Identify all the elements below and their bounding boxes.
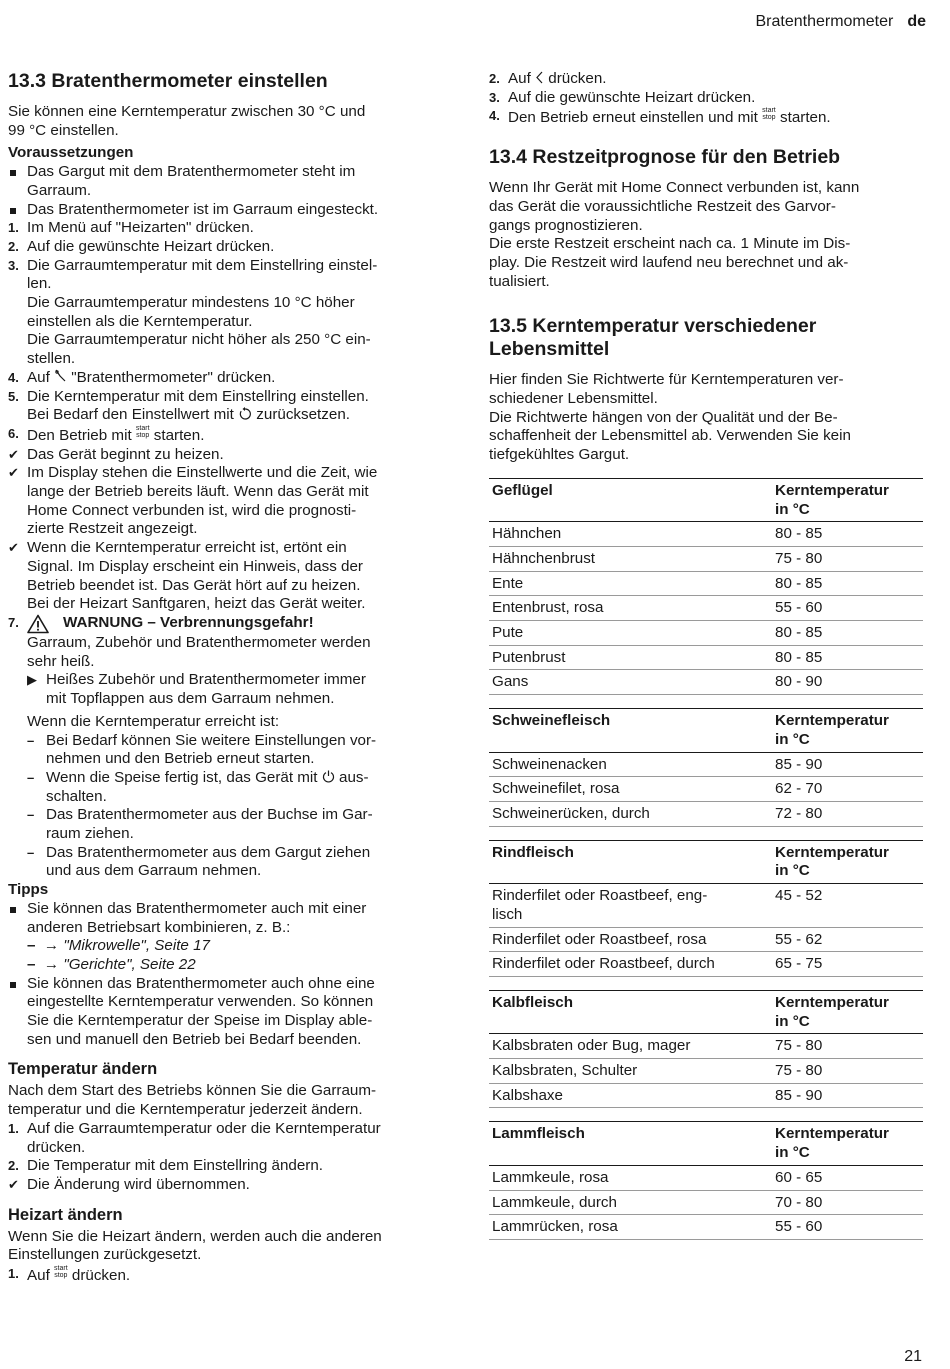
text-line: Bei der Heizart Sanftgaren, heizt das Gerät weiter. <box>27 595 366 613</box>
start-stop-icon <box>762 107 776 121</box>
reset-icon <box>238 407 252 421</box>
table-row <box>489 1165 923 1190</box>
header-section: Bratenthermometer <box>755 13 894 30</box>
text-line: Garraum. <box>27 181 92 199</box>
step-number: 1. <box>8 220 19 236</box>
result-item <box>8 446 446 465</box>
food-cell <box>489 1059 772 1084</box>
header-line: in °C <box>775 1012 810 1030</box>
start-stop-icon <box>54 1265 68 1279</box>
text-line: schiedener Lebensmittel. <box>489 390 658 408</box>
step-number: 2. <box>489 71 500 86</box>
text-line: Wenn Sie die Heizart ändern, werden auch die anderen <box>8 1227 382 1245</box>
table-header-temperature <box>772 1122 923 1165</box>
right-column <box>489 70 923 1240</box>
icon-text: start <box>54 1265 68 1273</box>
text-line: Heißes Zubehör und Bratenthermometer immer <box>46 671 366 689</box>
temp-steps <box>8 1120 446 1176</box>
temperature-cell: 80 - 85 <box>772 621 923 646</box>
text-line: Hier finden Sie Richtwerte für Kerntemperaturen ver- <box>489 371 844 389</box>
table-row <box>489 1190 923 1215</box>
step-number: 5. <box>8 388 19 404</box>
text-line: einstellen als die Kerntemperatur. <box>27 312 253 330</box>
step-item <box>489 107 923 128</box>
header-line: Kerntemperatur <box>775 481 889 499</box>
header-line: Kerntemperatur <box>775 1125 889 1143</box>
heading-temperatur-aendern: Temperatur ändern <box>8 1060 158 1079</box>
table-row <box>489 522 923 547</box>
temp-result <box>8 1176 446 1195</box>
step-number: 1. <box>8 1266 19 1282</box>
ref-link-gerichte[interactable]: – → "Gerichte", Seite 22 <box>27 955 196 973</box>
text-line: Wenn die Kerntemperatur erreicht ist, ertönt ein <box>27 539 347 557</box>
header-line: in °C <box>775 862 810 880</box>
table-header-category: Rindfleisch <box>489 840 772 883</box>
step-number: 7. <box>8 614 19 630</box>
header-line: Kerntemperatur <box>775 843 889 861</box>
action-list <box>27 671 446 708</box>
temperature-cell: 70 - 80 <box>772 1190 923 1215</box>
text-line: sehr heiß. <box>27 652 95 670</box>
text-line: Auf die gewünschte Heizart drücken. <box>27 237 275 255</box>
section-13-4-text <box>489 179 923 291</box>
temperature-table <box>489 708 923 827</box>
food-line: Rinderfilet oder Roastbeef, durch <box>492 955 715 973</box>
text-line: Das Bratenthermometer ist im Garraum eingesteckt. <box>27 200 379 218</box>
text-line: stellen. <box>27 350 76 368</box>
section-title-13-3: 13.3 Bratenthermometer einstellen <box>8 70 328 92</box>
table-row <box>489 952 923 977</box>
temperature-cell: 60 - 65 <box>772 1165 923 1190</box>
ref-text[interactable]: "Mikrowelle", Seite 17 <box>63 937 210 955</box>
header-line: Kerntemperatur <box>775 993 889 1011</box>
table-row <box>489 621 923 646</box>
step-item <box>489 89 923 108</box>
text-line: Das Gargut mit dem Bratenthermometer steht im <box>27 163 356 181</box>
text-line: Die Garraumtemperatur mit dem Einstellring einstel- <box>27 256 378 274</box>
food-cell <box>489 1165 772 1190</box>
food-cell <box>489 596 772 621</box>
table-row <box>489 1034 923 1059</box>
text-line: Die Temperatur mit dem Einstellring ändern. <box>27 1157 324 1175</box>
temperature-cell: 80 - 85 <box>772 645 923 670</box>
temperature-cell: 75 - 80 <box>772 1059 923 1084</box>
temperature-table <box>489 840 923 977</box>
text-line: anderen Betriebsart kombinieren, z. B.: <box>27 918 291 936</box>
list-item <box>27 844 446 881</box>
step-item <box>8 1265 446 1286</box>
step-number: 2. <box>8 1158 19 1174</box>
text-line: Signal. Im Display erscheint ein Hinweis, dass der <box>27 557 363 575</box>
thermometer-probe-icon <box>54 369 67 383</box>
food-cell <box>489 952 772 977</box>
tips-heading: Tipps <box>8 881 49 899</box>
text-line: Auf die Garraumtemperatur oder die Kerntemperatur <box>27 1119 381 1137</box>
text-line: Sie die Kerntemperatur der Speise im Display able- <box>27 1012 373 1030</box>
section-title-13-4: 13.4 Restzeitprognose für den Betrieb <box>489 146 841 169</box>
table-header-temperature <box>772 709 923 752</box>
text-segment: drücken. <box>71 1267 131 1285</box>
text-line: Im Display stehen die Einstellwerte und die Zeit, wie <box>27 464 378 482</box>
temperature-cell: 85 - 90 <box>772 752 923 777</box>
table-header-category: Kalbfleisch <box>489 990 772 1033</box>
text-line: Sie können das Bratenthermometer auch mit einer <box>27 899 367 917</box>
text-line: eingestellte Kerntemperatur verwenden. So können <box>27 993 374 1011</box>
page-header <box>755 12 926 32</box>
icon-text: stop <box>136 431 150 439</box>
intro-line: 99 °C einstellen. <box>8 121 119 139</box>
food-cell <box>489 546 772 571</box>
food-cell <box>489 1034 772 1059</box>
ref-text[interactable]: "Gerichte", Seite 22 <box>63 955 196 973</box>
prereq-heading: Voraussetzungen <box>8 144 134 162</box>
food-line: Rinderfilet oder Roastbeef, eng- <box>492 887 708 905</box>
text-line: Home Connect verbunden ist, wird die prognosti- <box>27 501 357 519</box>
result-item <box>8 1176 446 1195</box>
action-item <box>27 671 446 708</box>
step-number: 3. <box>8 257 19 273</box>
food-line: Gans <box>492 673 529 691</box>
text-line: Einstellungen zurückgesetzt. <box>8 1246 202 1264</box>
table-header-temperature <box>772 840 923 883</box>
dash-marker: – <box>27 732 35 748</box>
food-line: Hähnchenbrust <box>492 549 596 567</box>
steps-list-warning <box>8 614 446 881</box>
temperature-cell: 65 - 75 <box>772 952 923 977</box>
food-cell <box>489 670 772 695</box>
header-line: in °C <box>775 500 810 518</box>
food-cell <box>489 752 772 777</box>
text-line: nehmen und den Betrieb erneut starten. <box>46 750 315 768</box>
table-row <box>489 596 923 621</box>
title-line: 13.5 Kerntemperatur verschiedener <box>489 315 817 338</box>
table-header-row <box>489 1122 923 1165</box>
temperature-cell: 45 - 52 <box>772 884 923 927</box>
warning-heading <box>27 614 446 634</box>
step-item <box>8 425 446 446</box>
icon-text: stop <box>762 114 776 122</box>
step-number: 1. <box>8 1120 19 1136</box>
text-segment: Auf <box>508 70 531 87</box>
food-line: Lammkeule, durch <box>492 1193 617 1211</box>
text-line: len. <box>27 275 52 293</box>
heading-heizart-aendern: Heizart ändern <box>8 1205 123 1224</box>
table-row <box>489 777 923 802</box>
temperature-cell: 55 - 60 <box>772 1215 923 1240</box>
text-line: lange der Betrieb bereits läuft. Wenn das Gerät mit <box>27 483 369 501</box>
list-item <box>27 769 446 806</box>
food-cell <box>489 884 772 927</box>
dash-marker: – <box>27 844 35 860</box>
text-line: temperatur und die Kerntemperatur jederzeit ändern. <box>8 1101 363 1119</box>
table-header-temperature <box>772 990 923 1033</box>
table-row <box>489 546 923 571</box>
text-line: play. Die Restzeit wird laufend neu berechnet und ak- <box>489 253 849 271</box>
table-row <box>489 571 923 596</box>
ref-link-mikrowelle[interactable]: – → "Mikrowelle", Seite 17 <box>27 937 210 955</box>
text-segment: drücken. <box>548 70 607 87</box>
check-icon: ✔ <box>8 1176 19 1192</box>
steps-list <box>8 219 446 445</box>
text-segment: Den Betrieb erneut einstellen und mit <box>508 109 758 127</box>
text-line: gangs prognostizieren. <box>489 216 643 234</box>
text-line: tiefgekühltes Gargut. <box>489 446 630 464</box>
text-line: sen und manuell den Betrieb bei Bedarf beenden. <box>27 1030 362 1048</box>
text-segment: "Bratenthermometer" drücken. <box>71 368 276 386</box>
dash-marker: – <box>27 807 35 823</box>
temperature-cell: 85 - 90 <box>772 1083 923 1108</box>
food-cell <box>489 1215 772 1240</box>
text-line: Das Bratenthermometer aus der Buchse im Gar- <box>46 806 373 824</box>
food-cell <box>489 1083 772 1108</box>
food-cell <box>489 621 772 646</box>
table-header-category: Lammfleisch <box>489 1122 772 1165</box>
step-item <box>8 257 446 369</box>
prereq-list <box>8 163 446 219</box>
text-segment: Bei Bedarf den Einstellwert mit <box>27 406 234 424</box>
text-segment: zurücksetzen. <box>256 406 350 424</box>
text-line: schaffenheit der Lebensmittel ab. Verwenden Sie kein <box>489 427 851 445</box>
temperature-cell: 80 - 90 <box>772 670 923 695</box>
text-line: das Gerät die voraussichtliche Restzeit des Garvor- <box>489 197 836 215</box>
food-line: Ente <box>492 574 524 592</box>
step-number: 4. <box>489 108 500 124</box>
table-row <box>489 645 923 670</box>
header-line: in °C <box>775 730 810 748</box>
temperature-cell: 75 - 80 <box>772 546 923 571</box>
text-segment: Den Betrieb mit <box>27 426 132 444</box>
table-header-temperature <box>772 478 923 521</box>
food-line: Hähnchen <box>492 525 562 543</box>
warning-title: WARNUNG – Verbrennungsgefahr! <box>63 613 314 631</box>
icon-text: start <box>135 424 150 432</box>
text-line: Nach dem Start des Betriebs können Sie die Garraum- <box>8 1082 377 1100</box>
text-line: Das Gerät beginnt zu heizen. <box>27 445 224 463</box>
temperature-table <box>489 1121 923 1240</box>
text-line: Garraum, Zubehör und Bratenthermometer werden <box>27 633 371 651</box>
table-header-category: Geflügel <box>489 478 772 521</box>
header-line: in °C <box>775 1144 810 1162</box>
food-line: Kalbsbraten oder Bug, mager <box>492 1037 691 1055</box>
table-header-row <box>489 840 923 883</box>
results-list <box>8 446 446 614</box>
temp-intro <box>8 1082 446 1119</box>
temperature-cell: 72 - 80 <box>772 801 923 826</box>
table-row <box>489 752 923 777</box>
text-segment: starten. <box>153 426 205 444</box>
text-line: Die erste Restzeit erscheint nach ca. 1 Minute im Dis- <box>489 235 851 253</box>
text-line: Die Garraumtemperatur nicht höher als 250 °C ein- <box>27 331 371 349</box>
step-number: 3. <box>489 89 500 105</box>
check-icon: ✔ <box>8 540 19 556</box>
food-line: Rinderfilet oder Roastbeef, rosa <box>492 930 707 948</box>
food-line: Schweinefilet, rosa <box>492 780 620 798</box>
text-line: Wenn Ihr Gerät mit Home Connect verbunden ist, kann <box>489 179 860 197</box>
table-header-category: Schweinefleisch <box>489 709 772 752</box>
title-line: Lebensmittel <box>489 338 610 361</box>
arrow-right-icon: ▶ <box>27 672 37 688</box>
food-cell <box>489 645 772 670</box>
chevron-left-icon <box>535 71 544 84</box>
text-line: Sie können das Bratenthermometer auch ohne eine <box>27 974 375 992</box>
food-line: Kalbshaxe <box>492 1086 563 1104</box>
food-cell <box>489 777 772 802</box>
result-item <box>8 539 446 614</box>
check-icon: ✔ <box>8 465 19 481</box>
table-header-row <box>489 709 923 752</box>
tip-item <box>8 975 446 1050</box>
heiz-steps <box>8 1265 446 1286</box>
temperature-cell: 80 - 85 <box>772 522 923 547</box>
food-line: Lammkeule, rosa <box>492 1168 609 1186</box>
table-row <box>489 1059 923 1084</box>
text-line: zierte Restzeit angezeigt. <box>27 520 198 538</box>
text-segment: aus- <box>339 768 369 786</box>
table-row <box>489 927 923 952</box>
header-lang: de <box>907 13 926 30</box>
result-item <box>8 464 446 539</box>
text-line: raum ziehen. <box>46 825 134 843</box>
temperature-table <box>489 478 923 695</box>
table-row <box>489 884 923 927</box>
food-line: lisch <box>492 905 523 923</box>
page-number: 21 <box>904 1348 922 1365</box>
step-item <box>8 369 446 388</box>
table-row <box>489 1083 923 1108</box>
text-line: Die Richtwerte hängen von der Qualität und der Be- <box>489 408 838 426</box>
step-item <box>8 1120 446 1157</box>
list-item <box>8 201 446 220</box>
food-line: Schweinenacken <box>492 755 607 773</box>
tips-list <box>8 900 446 1050</box>
text-line: Wenn die Kerntemperatur erreicht ist: <box>27 712 280 730</box>
table-header-row <box>489 990 923 1033</box>
food-line: Kalbsbraten, Schulter <box>492 1062 638 1080</box>
text-line: mit Topflappen aus dem Garraum nehmen. <box>46 690 335 708</box>
text-segment: Auf <box>27 368 50 386</box>
food-line: Lammrücken, rosa <box>492 1218 618 1236</box>
temperature-cell: 62 - 70 <box>772 777 923 802</box>
warning-icon <box>27 614 49 634</box>
text-line: Bei Bedarf können Sie weitere Einstellungen vor- <box>46 731 377 749</box>
text-line: und aus dem Garraum nehmen. <box>46 862 262 880</box>
food-line: Schweinerücken, durch <box>492 804 650 822</box>
text-line: Im Menü auf "Heizarten" drücken. <box>27 219 254 237</box>
food-line: Pute <box>492 624 524 642</box>
text-line: Das Bratenthermometer aus dem Gargut ziehen <box>46 843 371 861</box>
text-line: tualisiert. <box>489 272 550 290</box>
step-number: 2. <box>8 238 19 254</box>
food-cell <box>489 522 772 547</box>
text-line: Betrieb beendet ist. Das Gerät hört auf zu heizen. <box>27 576 361 594</box>
list-item <box>27 806 446 843</box>
step-item <box>8 614 446 881</box>
temperature-cell: 55 - 62 <box>772 927 923 952</box>
check-icon: ✔ <box>8 446 19 462</box>
text-line: drücken. <box>27 1138 86 1156</box>
section-title-13-5 <box>489 315 923 361</box>
text-line: Die Kerntemperatur mit dem Einstellring einstellen. <box>27 387 369 405</box>
continued-steps <box>489 70 923 128</box>
dash-marker: – <box>27 769 35 785</box>
start-stop-icon <box>136 425 150 439</box>
food-line: Putenbrust <box>492 648 566 666</box>
list-item <box>27 732 446 769</box>
section-13-5-text <box>489 371 923 465</box>
table-row <box>489 1215 923 1240</box>
table-row <box>489 670 923 695</box>
step-item <box>8 388 446 425</box>
heiz-intro <box>8 1228 446 1265</box>
icon-text: stop <box>54 1272 68 1280</box>
temperature-cell: 55 - 60 <box>772 596 923 621</box>
step-number: 4. <box>8 369 19 385</box>
food-line: Entenbrust, rosa <box>492 599 604 617</box>
text-segment: Auf <box>27 1267 50 1285</box>
food-cell <box>489 1190 772 1215</box>
list-item <box>8 163 446 200</box>
left-column <box>8 70 446 1286</box>
temperature-cell: 75 - 80 <box>772 1034 923 1059</box>
temperature-cell: 80 - 85 <box>772 571 923 596</box>
text-line: Auf die gewünschte Heizart drücken. <box>508 88 756 106</box>
table-row <box>489 801 923 826</box>
power-icon <box>322 770 335 783</box>
dash-list <box>27 732 446 882</box>
temperature-table <box>489 990 923 1109</box>
food-cell <box>489 571 772 596</box>
text-line: schalten. <box>46 787 107 805</box>
table-header-row <box>489 478 923 521</box>
food-cell <box>489 927 772 952</box>
text-segment: Wenn die Speise fertig ist, das Gerät mit <box>46 768 318 786</box>
step-item <box>8 238 446 257</box>
step-item <box>8 1157 446 1176</box>
food-cell <box>489 801 772 826</box>
text-segment: starten. <box>780 109 831 127</box>
step-item <box>489 70 923 89</box>
header-line: Kerntemperatur <box>775 712 889 730</box>
text-line: Die Änderung wird übernommen. <box>27 1175 250 1193</box>
tip-item <box>8 900 446 975</box>
core-temperature-tables <box>489 478 923 1240</box>
intro-line: Sie können eine Kerntemperatur zwischen 30 °C und <box>8 103 366 120</box>
text-line: Die Garraumtemperatur mindestens 10 °C höher <box>27 294 355 312</box>
step-item <box>8 219 446 238</box>
icon-text: start <box>762 107 776 115</box>
intro-paragraph <box>8 103 446 140</box>
step-number: 6. <box>8 425 19 441</box>
